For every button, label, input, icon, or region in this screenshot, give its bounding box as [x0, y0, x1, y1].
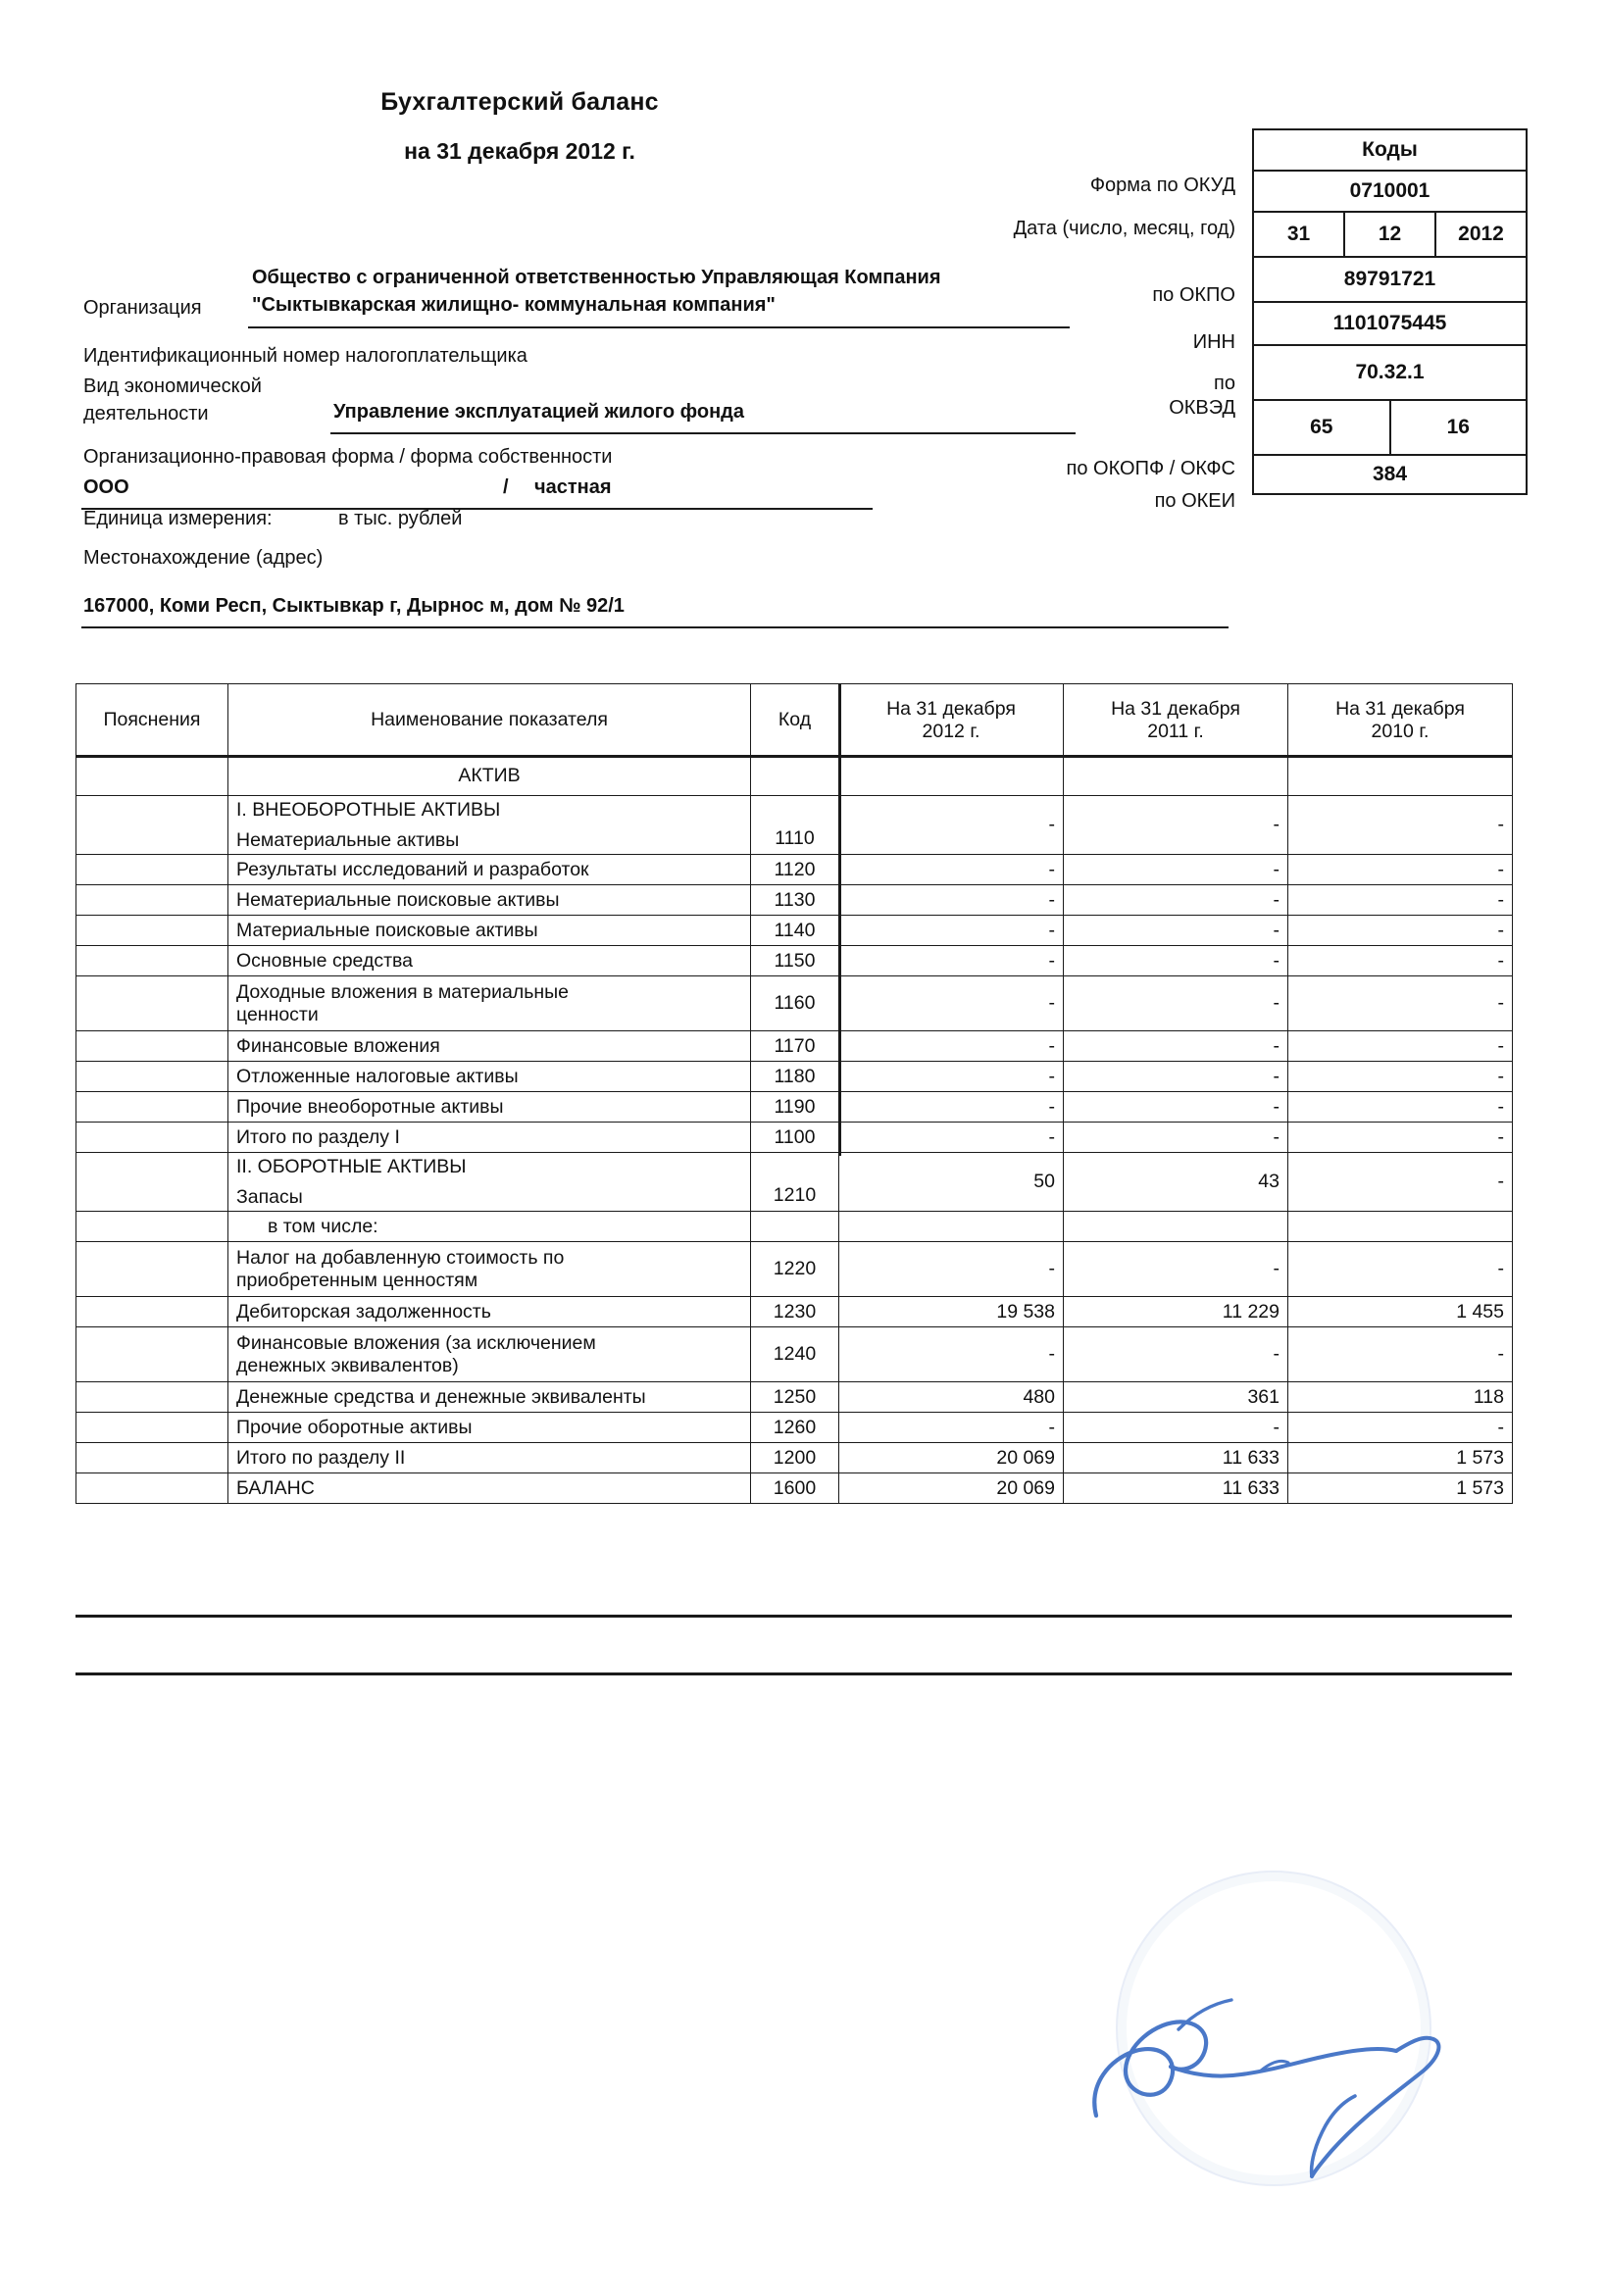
col-header-explanations: Пояснения — [76, 684, 228, 757]
cell-2012-1100: - — [839, 1123, 1064, 1153]
cell-code-1130: 1130 — [751, 885, 839, 916]
cell-2010-1180: - — [1288, 1062, 1513, 1092]
okpo-value: 89791721 — [1343, 268, 1436, 290]
legal-form-label: Организационно-правовая форма / форма собственности — [83, 446, 613, 468]
cell-code-1250: 1250 — [751, 1382, 839, 1413]
section-title-asset: АКТИВ — [228, 757, 751, 796]
cell-2012-1160: - — [839, 976, 1064, 1031]
taxpayer-inn-label: Идентификационный номер налогоплательщика — [83, 345, 527, 367]
label-okopf-okfs: по ОКОПФ / ОКФС — [1066, 458, 1235, 479]
activity-value: Управление эксплуатацией жилого фонда — [333, 401, 744, 423]
cell-2012-1120: - — [839, 855, 1064, 885]
cell-2010-1170: - — [1288, 1031, 1513, 1062]
cell-2011-1120: - — [1064, 855, 1288, 885]
cell-explanations — [76, 916, 228, 946]
inn-value: 1101075445 — [1332, 312, 1447, 334]
codes-row-okei — [1254, 456, 1526, 493]
table-row — [76, 1443, 1513, 1473]
cell-2011 — [1064, 1212, 1288, 1242]
activity-label-line1: Вид экономической — [83, 375, 262, 397]
cell-2010-1240: - — [1288, 1327, 1513, 1382]
row-name-subheading: в том числе: — [228, 1212, 751, 1242]
table-row — [76, 1242, 1513, 1297]
cell-explanations — [76, 796, 228, 855]
table-row — [76, 976, 1513, 1031]
table-row — [76, 916, 1513, 946]
cell-explanations — [76, 1031, 228, 1062]
cell-2012-1240: - — [839, 1327, 1064, 1382]
cell-2010-1130: - — [1288, 885, 1513, 916]
label-inn: ИНН — [1192, 331, 1235, 353]
cell-2012 — [839, 1212, 1064, 1242]
row-name-1210: Запасы — [236, 1185, 303, 1208]
date-year-value: 2012 — [1458, 223, 1504, 245]
table-row — [76, 855, 1513, 885]
codes-row-okpo — [1254, 258, 1526, 303]
cell-code-1100: 1100 — [751, 1123, 839, 1153]
col-header-indicator-name: Наименование показателя — [228, 684, 751, 757]
table-row-section-1 — [76, 796, 1513, 855]
table-row-subheading — [76, 1212, 1513, 1242]
row-name-1220 — [228, 1242, 751, 1297]
cell-code-1160: 1160 — [751, 976, 839, 1031]
cell-explanations — [76, 1062, 228, 1092]
date-month-value: 12 — [1345, 213, 1436, 256]
table-row — [76, 1123, 1513, 1153]
cell-code-1210: 1210 — [751, 1153, 839, 1212]
cell-2010-1600: 1 573 — [1288, 1473, 1513, 1504]
organization-label: Организация — [83, 297, 202, 319]
cell-2011-1200: 11 633 — [1064, 1443, 1288, 1473]
okfs-value: 16 — [1446, 416, 1470, 438]
balance-table — [75, 683, 1513, 1504]
table-row — [76, 885, 1513, 916]
col-header-2011 — [1064, 684, 1288, 757]
table-row — [76, 1327, 1513, 1382]
cell-2012-1190: - — [839, 1092, 1064, 1123]
activity-underline — [330, 432, 1076, 434]
cell-code-1110: 1110 — [751, 796, 839, 855]
codes-row-okved — [1254, 346, 1526, 401]
table-row — [76, 946, 1513, 976]
row-name-1200: Итого по разделу II — [228, 1443, 751, 1473]
cell-2010-1210: - — [1288, 1153, 1513, 1212]
codes-row-inn — [1254, 303, 1526, 346]
cell-2011-1230: 11 229 — [1064, 1297, 1288, 1327]
cell-2012-1130: - — [839, 885, 1064, 916]
codes-header-row — [1254, 130, 1526, 172]
cell-2011-1210: 43 — [1064, 1153, 1288, 1212]
table-heavy-rule-total — [75, 1615, 1512, 1618]
row-name-1130: Нематериальные поисковые активы — [228, 885, 751, 916]
page-subtitle: на 31 декабря 2012 г. — [404, 138, 635, 164]
col-header-2011-line1: На 31 декабря — [1111, 697, 1240, 720]
row-name-1140: Материальные поисковые активы — [228, 916, 751, 946]
cell-2010-1250: 118 — [1288, 1382, 1513, 1413]
cell-2010-1230: 1 455 — [1288, 1297, 1513, 1327]
section-1-cell — [228, 796, 751, 855]
row-name-1220-line2: приобретенным ценностям — [236, 1269, 478, 1291]
table-row — [76, 1413, 1513, 1443]
cell-2012-1260: - — [839, 1413, 1064, 1443]
cell-2012-1250: 480 — [839, 1382, 1064, 1413]
table-row — [76, 1297, 1513, 1327]
cell-explanations — [76, 1443, 228, 1473]
row-name-1160-line2: ценности — [236, 1003, 319, 1025]
label-okud: Форма по ОКУД — [1089, 175, 1235, 196]
cell-explanations — [76, 855, 228, 885]
organization-name-line1: Общество с ограниченной ответственностью Управляющая Компания — [252, 267, 941, 288]
col-header-2010 — [1288, 684, 1513, 757]
legal-form-value: ООО — [83, 476, 129, 498]
cell-code-1260: 1260 — [751, 1413, 839, 1443]
table-row-balance-total — [76, 1473, 1513, 1504]
cell-explanations — [76, 976, 228, 1031]
table-heavy-rule-header — [75, 755, 1512, 758]
cell-2011 — [1064, 757, 1288, 796]
cell-2012-1210: 50 — [839, 1153, 1064, 1212]
row-name-1180: Отложенные налоговые активы — [228, 1062, 751, 1092]
cell-explanations — [76, 1242, 228, 1297]
codes-row-okopf-okfs — [1254, 401, 1526, 456]
address-underline — [81, 626, 1229, 628]
col-header-2010-line2: 2010 г. — [1371, 720, 1430, 742]
table-row-section-asset — [76, 757, 1513, 796]
cell-2010-1260: - — [1288, 1413, 1513, 1443]
cell-code-1230: 1230 — [751, 1297, 839, 1327]
cell-code-1140: 1140 — [751, 916, 839, 946]
label-okei: по ОКЕИ — [1154, 490, 1235, 512]
cell-2012-1200: 20 069 — [839, 1443, 1064, 1473]
date-day-value: 31 — [1254, 213, 1345, 256]
cell-explanations — [76, 1092, 228, 1123]
cell-2011-1140: - — [1064, 916, 1288, 946]
cell-2010-1150: - — [1288, 946, 1513, 976]
okei-value: 384 — [1372, 463, 1408, 485]
table-header-row — [76, 684, 1513, 757]
table-row — [76, 1031, 1513, 1062]
ownership-value: частная — [534, 476, 612, 498]
cell-2010 — [1288, 757, 1513, 796]
col-header-code: Код — [751, 684, 839, 757]
cell-2010-1140: - — [1288, 916, 1513, 946]
cell-code-1190: 1190 — [751, 1092, 839, 1123]
cell-explanations — [76, 1153, 228, 1212]
cell-2011-1240: - — [1064, 1327, 1288, 1382]
cell-code-1120: 1120 — [751, 855, 839, 885]
label-okved-po: по — [1214, 373, 1235, 394]
address-value: 167000, Коми Респ, Сыктывкар г, Дырнос м, дом № 92/1 — [83, 595, 625, 617]
address-label: Местонахождение (адрес) — [83, 547, 324, 569]
row-name-1220-line1: Налог на добавленную стоимость по — [236, 1246, 565, 1269]
cell-explanations — [76, 885, 228, 916]
cell-2012-1220: - — [839, 1242, 1064, 1297]
cell-explanations — [76, 1212, 228, 1242]
cell-code-1240: 1240 — [751, 1327, 839, 1382]
signature — [1069, 1892, 1490, 2186]
unit-value: в тыс. рублей — [338, 508, 463, 529]
col-header-2012 — [839, 684, 1064, 757]
table-heavy-rule-balance — [75, 1672, 1512, 1675]
row-name-1170: Финансовые вложения — [228, 1031, 751, 1062]
cell-2011-1160: - — [1064, 976, 1288, 1031]
row-name-1240 — [228, 1327, 751, 1382]
cell-code-1150: 1150 — [751, 946, 839, 976]
cell-2010-1100: - — [1288, 1123, 1513, 1153]
cell-code — [751, 757, 839, 796]
row-name-1240-line2: денежных эквивалентов) — [236, 1354, 459, 1376]
cell-code-1170: 1170 — [751, 1031, 839, 1062]
cell-2010-1110: - — [1288, 796, 1513, 855]
codes-row-date — [1254, 213, 1526, 258]
section-title-current: II. ОБОРОТНЫЕ АКТИВЫ — [236, 1155, 467, 1177]
cell-2011-1170: - — [1064, 1031, 1288, 1062]
row-name-1150: Основные средства — [228, 946, 751, 976]
row-name-1160 — [228, 976, 751, 1031]
okopf-value: 65 — [1254, 401, 1391, 454]
cell-explanations — [76, 1327, 228, 1382]
cell-code-1600: 1600 — [751, 1473, 839, 1504]
ownership-separator: / — [503, 476, 509, 498]
cell-2010-1220: - — [1288, 1242, 1513, 1297]
cell-code-1180: 1180 — [751, 1062, 839, 1092]
cell-2012 — [839, 757, 1064, 796]
table-row — [76, 1062, 1513, 1092]
cell-2011-1150: - — [1064, 946, 1288, 976]
row-name-1260: Прочие оборотные активы — [228, 1413, 751, 1443]
row-name-1240-line1: Финансовые вложения (за исключением — [236, 1331, 596, 1354]
table-row-section-2 — [76, 1153, 1513, 1212]
cell-2012-1110: - — [839, 796, 1064, 855]
cell-2011-1220: - — [1064, 1242, 1288, 1297]
cell-explanations — [76, 1473, 228, 1504]
row-name-1110: Нематериальные активы — [236, 828, 460, 851]
row-name-1190: Прочие внеоборотные активы — [228, 1092, 751, 1123]
row-name-1160-line1: Доходные вложения в материальные — [236, 980, 569, 1003]
cell-explanations — [76, 1382, 228, 1413]
row-name-1100: Итого по разделу I — [228, 1123, 751, 1153]
cell-2011-1110: - — [1064, 796, 1288, 855]
cell-2010-1120: - — [1288, 855, 1513, 885]
col-header-2011-line2: 2011 г. — [1147, 720, 1204, 742]
cell-2011-1600: 11 633 — [1064, 1473, 1288, 1504]
cell-code — [751, 1212, 839, 1242]
cell-2012-1230: 19 538 — [839, 1297, 1064, 1327]
cell-2011-1190: - — [1064, 1092, 1288, 1123]
col-header-2010-line1: На 31 декабря — [1335, 697, 1465, 720]
cell-explanations — [76, 946, 228, 976]
title-block — [0, 88, 1039, 165]
cell-2010-1160: - — [1288, 976, 1513, 1031]
row-name-1600: БАЛАНС — [228, 1473, 751, 1504]
activity-label-line2: деятельности — [83, 403, 209, 424]
page-title: Бухгалтерский баланс — [380, 88, 659, 116]
col-header-2012-line2: 2012 г. — [922, 720, 980, 742]
codes-table — [1252, 128, 1528, 495]
cell-2010-1200: 1 573 — [1288, 1443, 1513, 1473]
cell-explanations — [76, 1123, 228, 1153]
cell-2010 — [1288, 1212, 1513, 1242]
cell-explanations — [76, 757, 228, 796]
cell-2012-1170: - — [839, 1031, 1064, 1062]
cell-2012-1150: - — [839, 946, 1064, 976]
cell-2011-1250: 361 — [1064, 1382, 1288, 1413]
cell-code-1200: 1200 — [751, 1443, 839, 1473]
row-name-1250: Денежные средства и денежные эквиваленты — [228, 1382, 751, 1413]
cell-explanations — [76, 1413, 228, 1443]
row-name-1230: Дебиторская задолженность — [228, 1297, 751, 1327]
organization-underline — [248, 326, 1070, 328]
table-row — [76, 1092, 1513, 1123]
label-okpo: по ОКПО — [1152, 284, 1235, 306]
cell-2011-1100: - — [1064, 1123, 1288, 1153]
section-title-noncurrent: I. ВНЕОБОРОТНЫЕ АКТИВЫ — [236, 798, 501, 821]
cell-explanations — [76, 1297, 228, 1327]
table-row — [76, 1382, 1513, 1413]
okud-value: 0710001 — [1349, 179, 1430, 202]
cell-2011-1130: - — [1064, 885, 1288, 916]
codes-header-cell: Коды — [1362, 138, 1418, 161]
cell-2010-1190: - — [1288, 1092, 1513, 1123]
label-date: Дата (число, месяц, год) — [1013, 218, 1235, 239]
cell-2012-1140: - — [839, 916, 1064, 946]
okved-value: 70.32.1 — [1355, 361, 1425, 383]
organization-name-line2: "Сыктывкарская жилищно- коммунальная компания" — [252, 294, 776, 316]
cell-2012-1180: - — [839, 1062, 1064, 1092]
cell-2012-1600: 20 069 — [839, 1473, 1064, 1504]
cell-code-1220: 1220 — [751, 1242, 839, 1297]
cell-2011-1260: - — [1064, 1413, 1288, 1443]
label-okved: ОКВЭД — [1169, 397, 1235, 419]
codes-row-okud — [1254, 172, 1526, 213]
section-2-cell — [228, 1153, 751, 1212]
row-name-1120: Результаты исследований и разработок — [228, 855, 751, 885]
unit-label: Единица измерения: — [83, 508, 273, 529]
cell-2011-1180: - — [1064, 1062, 1288, 1092]
col-header-2012-line1: На 31 декабря — [886, 697, 1016, 720]
